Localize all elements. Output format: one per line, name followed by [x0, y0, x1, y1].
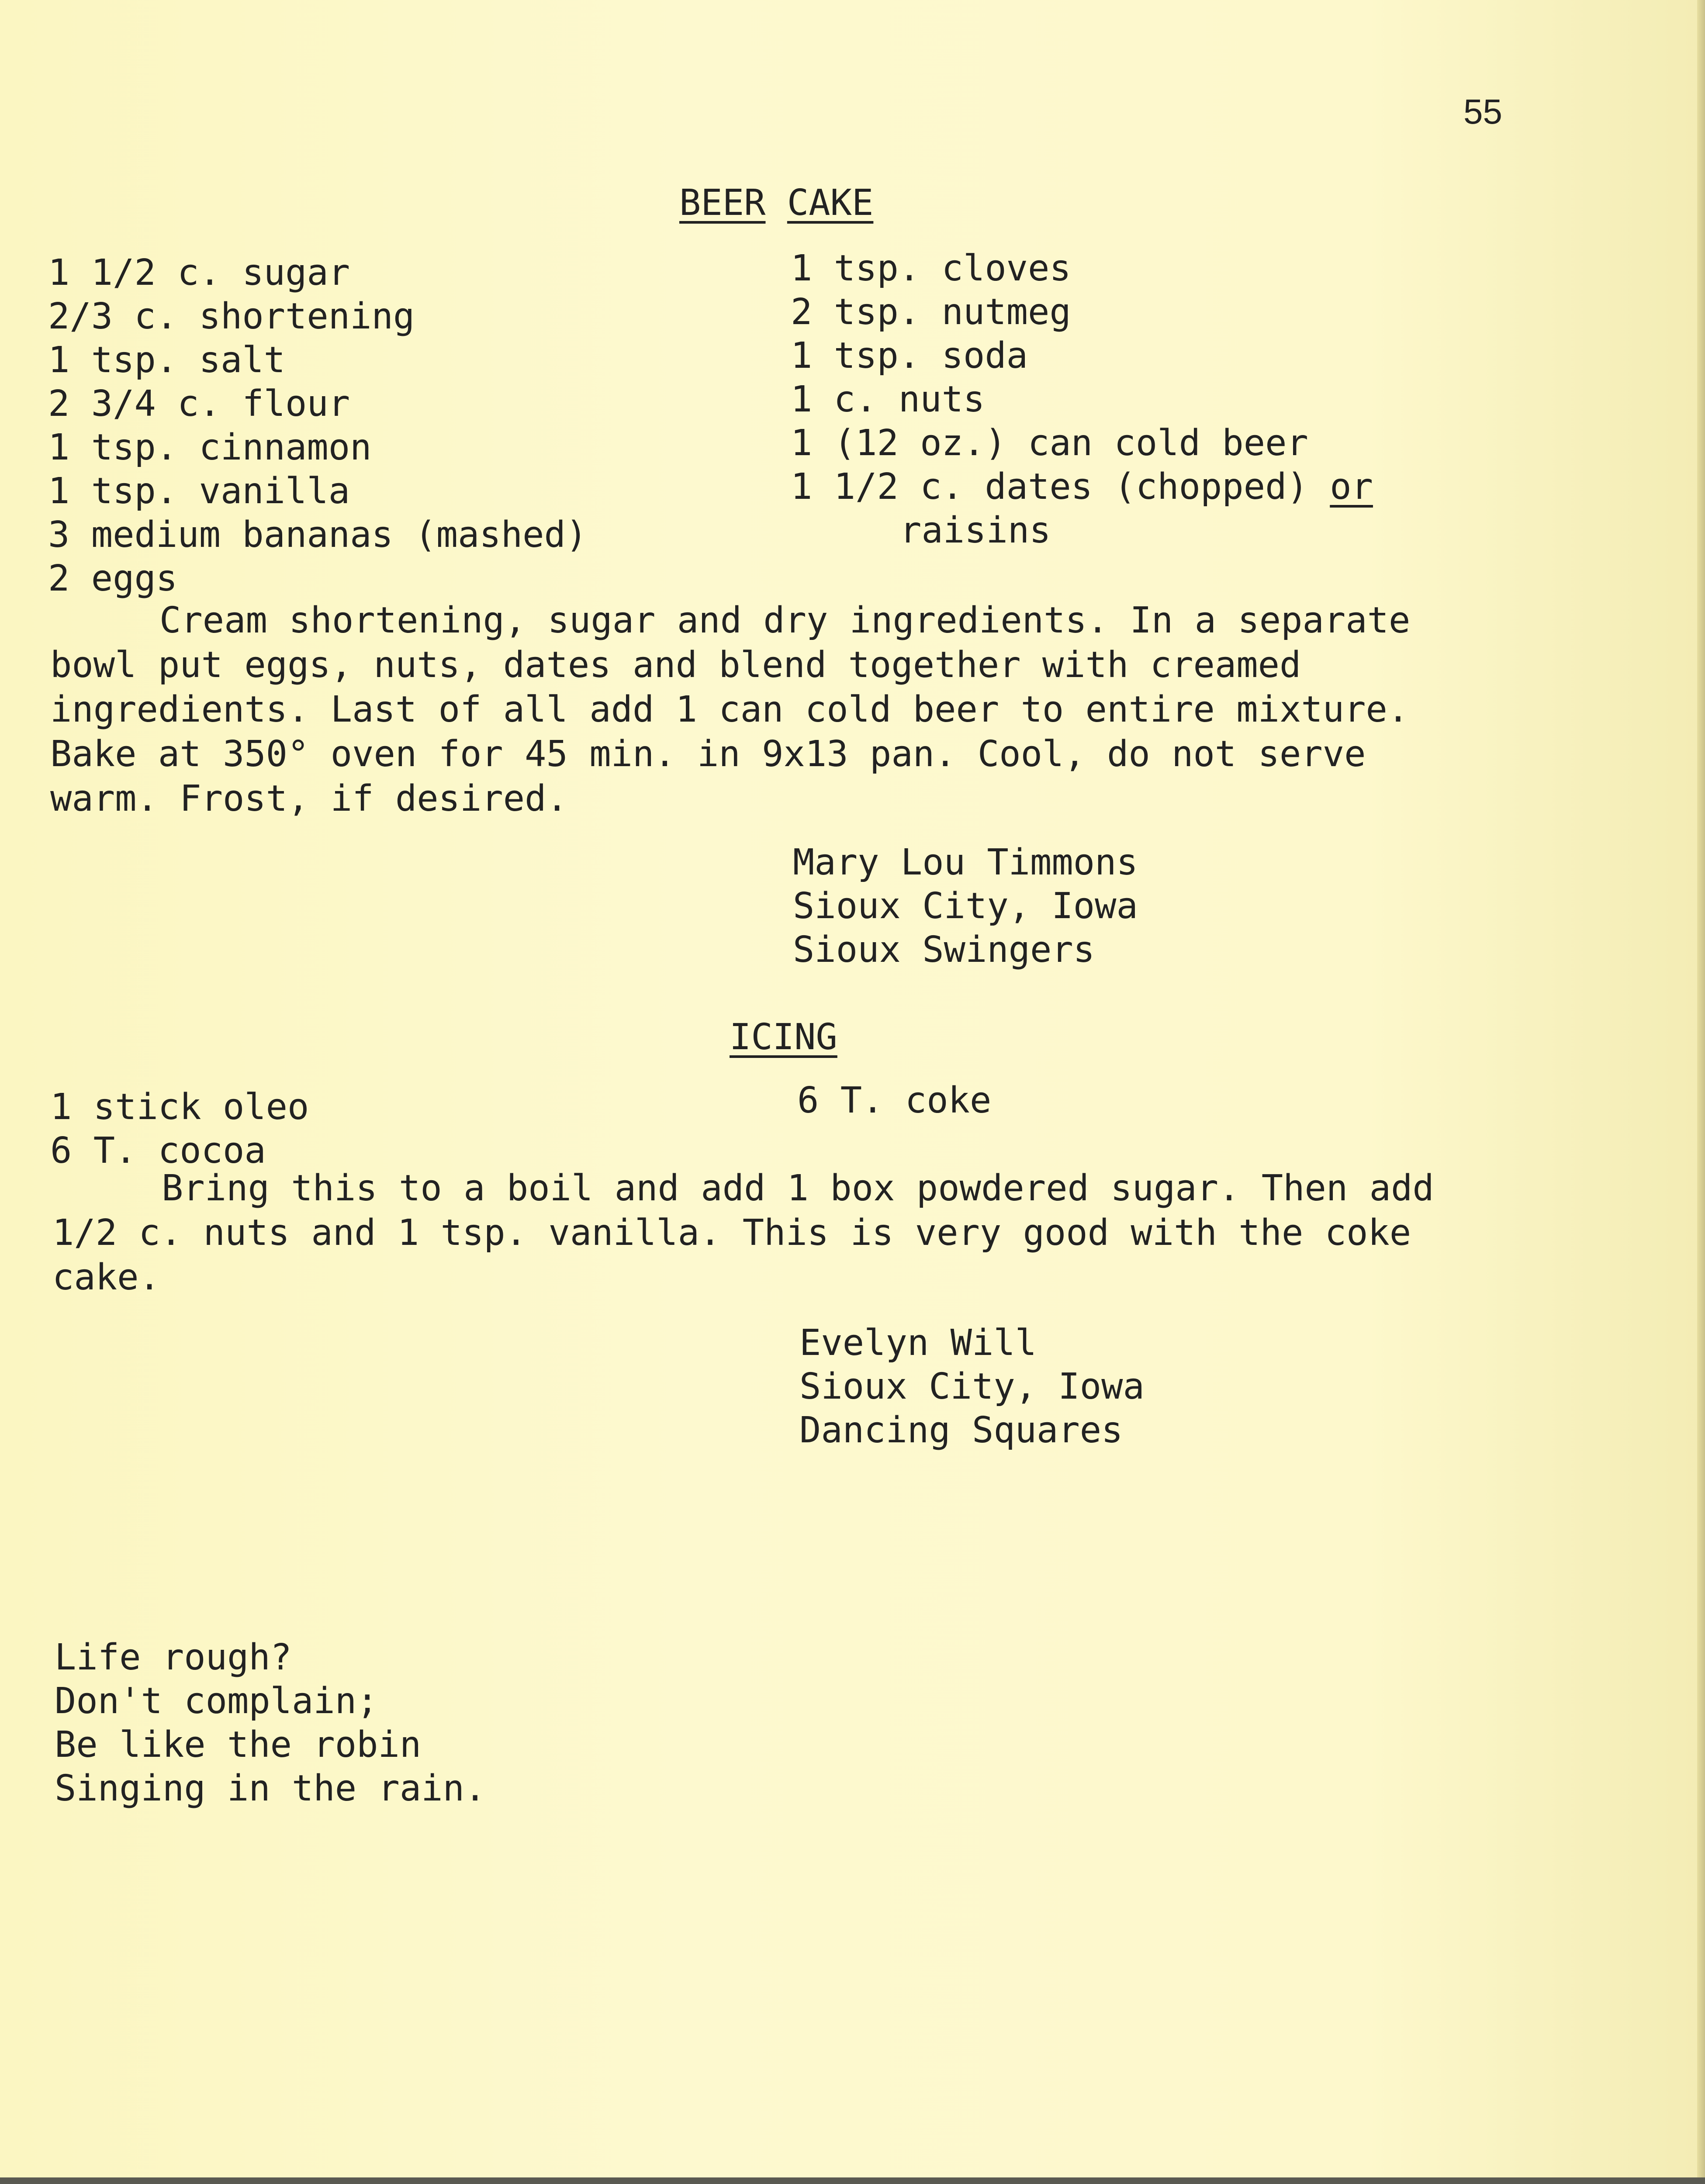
or-word: or [1330, 466, 1373, 508]
poem-line: Life rough? [55, 1637, 292, 1678]
poem-line: Don't complain; [55, 1680, 378, 1722]
poem-line: Singing in the rain. [55, 1768, 486, 1809]
beer-cake-ingredient: 2 3/4 c. flour [48, 383, 350, 425]
beer-cake-author-city: Sioux City, Iowa [793, 885, 1138, 927]
beer-cake-ingredient: 1 (12 oz.) can cold beer [791, 422, 1308, 464]
beer-cake-ingredient: 1 c. nuts [791, 379, 985, 420]
beer-cake-ingredient: 1 1/2 c. dates (chopped) [791, 466, 1308, 508]
beer-cake-author-name: Mary Lou Timmons [793, 842, 1138, 883]
poem-line: Be like the robin [55, 1724, 422, 1766]
beer-cake-title [679, 181, 873, 225]
beer-cake-ingredient: 3 medium bananas (mashed) [48, 514, 588, 556]
beer-cake-ingredient: 1 tsp. vanilla [48, 470, 350, 512]
beer-cake-title-word-2: CAKE [787, 182, 874, 224]
page-number: 55 [1463, 92, 1502, 131]
page-edge-shadow [1697, 0, 1705, 2184]
beer-cake-ingredient: 1 tsp. cloves [791, 248, 1071, 289]
icing-instructions-text: Bring this to a boil and add 1 box powdered sugar. Then add 1/2 c. nuts and 1 tsp. vanilla. This is very good with the coke cake. [52, 1168, 1434, 1298]
beer-cake-title-word-1: BEER [679, 182, 766, 224]
icing-author-club: Dancing Squares [799, 1410, 1123, 1451]
beer-cake-ingredient: 1 tsp. soda [791, 335, 1028, 377]
icing-author-city: Sioux City, Iowa [799, 1366, 1145, 1407]
icing-title: ICING [730, 1016, 837, 1058]
beer-cake-instructions [50, 598, 1470, 821]
beer-cake-ingredient: 1 1/2 c. sugar [48, 252, 350, 294]
scan-bottom-border [0, 2177, 1705, 2184]
beer-cake-ingredient: 1 tsp. salt [48, 339, 286, 381]
beer-cake-ingredient-raisins: raisins [900, 510, 1051, 551]
beer-cake-ingredient: 2/3 c. shortening [48, 296, 415, 337]
beer-cake-ingredient: 2 tsp. nutmeg [791, 291, 1071, 333]
icing-author-name: Evelyn Will [799, 1322, 1037, 1364]
beer-cake-author-club: Sioux Swingers [793, 929, 1095, 971]
icing-ingredient: 6 T. cocoa [50, 1130, 266, 1171]
icing-ingredient: 6 T. coke [797, 1080, 992, 1121]
beer-cake-instructions-text: Cream shortening, sugar and dry ingredients. In a separate bowl put eggs, nuts, dates and blend together with creamed ingredients. Last of all add 1 can cold beer to entire mixture. Bake at 350° oven for 45 min. in 9x13 pan. Cool, do not serve warm. Frost, if desired. [50, 600, 1411, 819]
icing-ingredient: 1 stick oleo [50, 1086, 309, 1128]
beer-cake-ingredient: 2 eggs [48, 558, 178, 599]
beer-cake-ingredient-dates [791, 465, 1373, 509]
icing-instructions [52, 1166, 1472, 1300]
beer-cake-ingredient: 1 tsp. cinnamon [48, 427, 372, 468]
